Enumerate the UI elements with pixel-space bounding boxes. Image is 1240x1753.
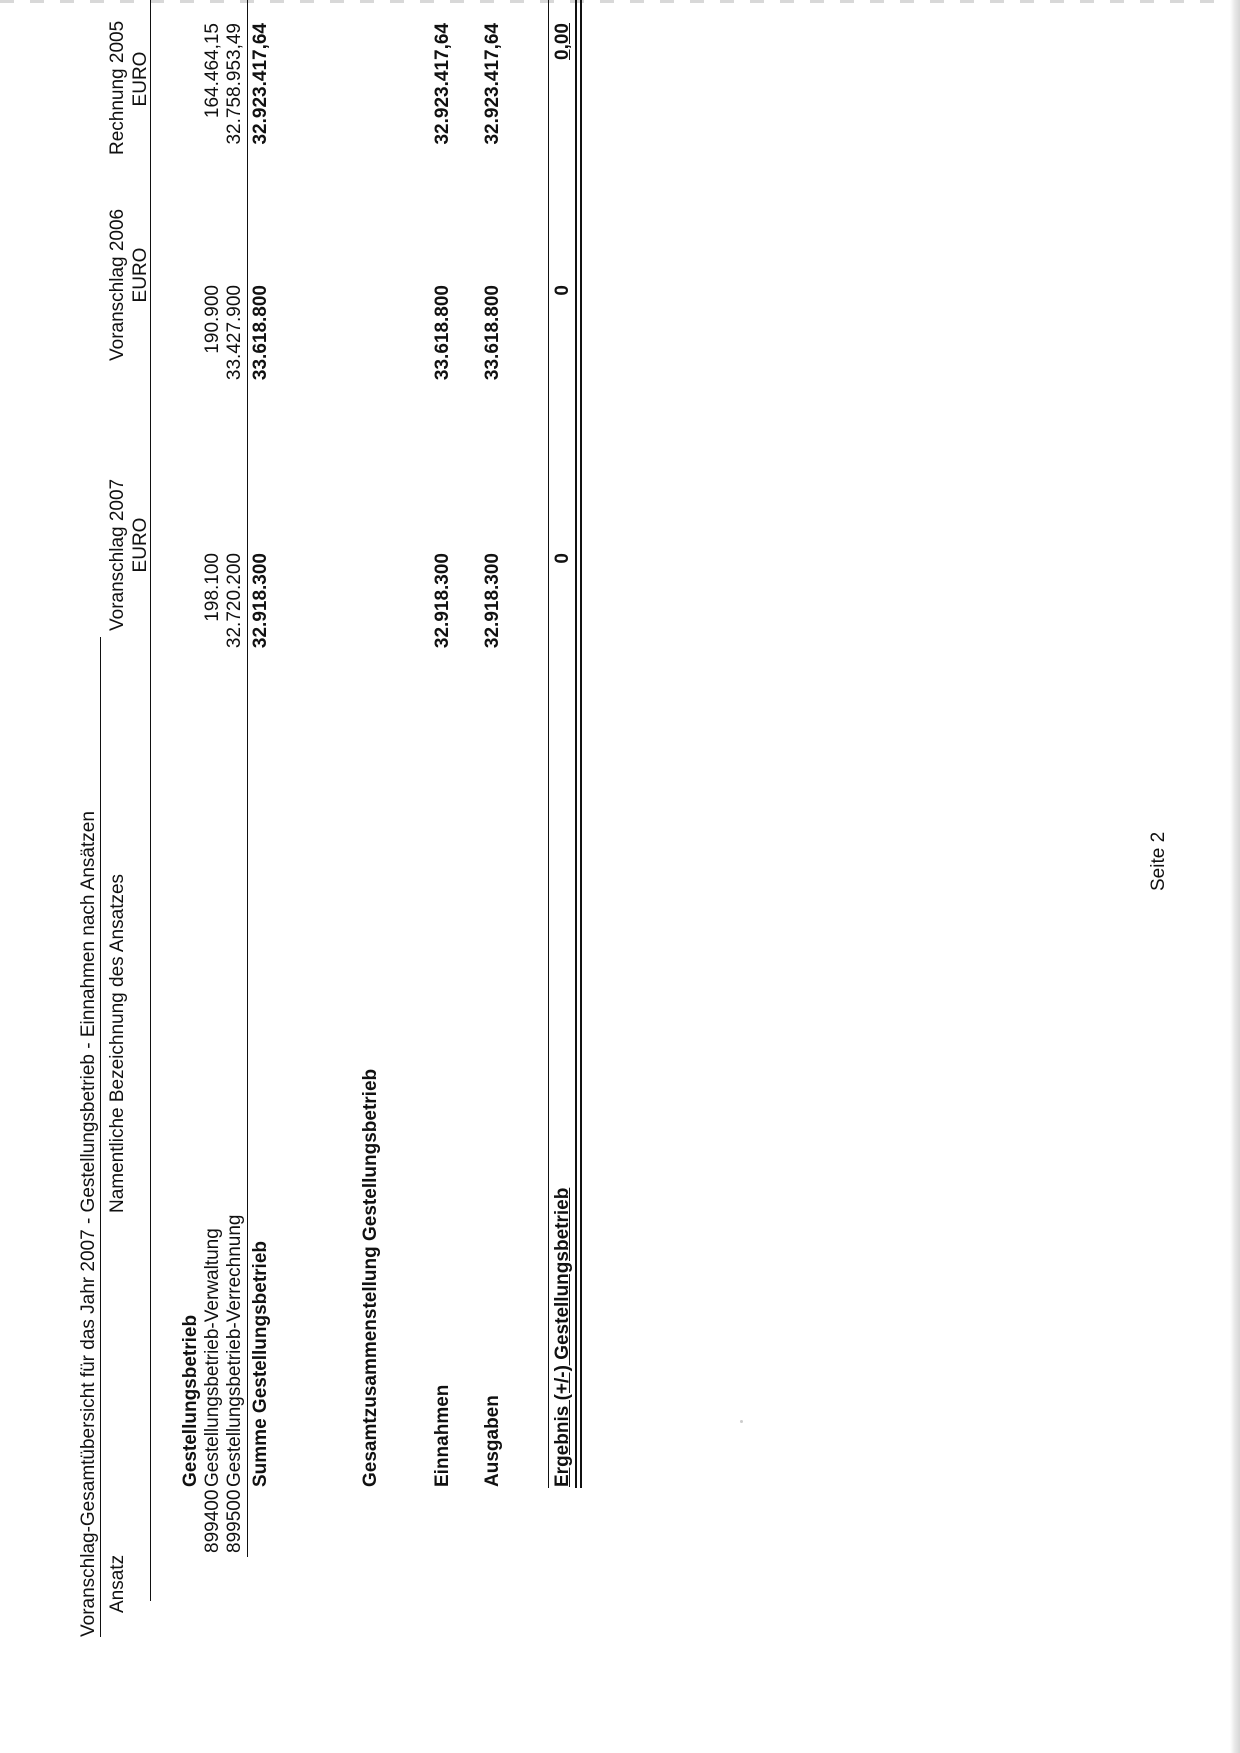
ausgaben-ra2005: 32.923.417,64 (482, 23, 503, 145)
header-va2006-line1: Voranschlag 2006 (107, 208, 128, 361)
header-va2007-line1: Voranschlag 2007 (107, 478, 128, 631)
summary-heading: Gesamtzusammenstellung Gestellungsbetrieb (360, 1068, 381, 1487)
ausgaben-va2006: 33.618.800 (482, 285, 503, 381)
header-ra2005-line2: EURO (130, 51, 151, 107)
header-va2006 (106, 189, 152, 361)
row-va2006: 33.427.900 (224, 285, 245, 381)
row-va2007: 198.100 (202, 553, 223, 622)
header-ra2005 (106, 3, 152, 155)
row-ansatz: 899400 (202, 1489, 223, 1553)
header-va2006-line2: EURO (130, 247, 151, 303)
einnahmen-label: Einnahmen (432, 1384, 453, 1487)
row-name: Gestellungsbetrieb-Verrechnung (224, 1214, 245, 1487)
sum-va2007: 32.918.300 (250, 553, 271, 649)
header-va2007 (106, 459, 152, 631)
einnahmen-va2006: 33.618.800 (432, 285, 453, 381)
row-ra2005: 32.758.953,49 (224, 23, 245, 145)
header-va2007-line2: EURO (130, 517, 151, 573)
header-ansatz: Ansatz (107, 1554, 128, 1613)
title-underline (100, 637, 101, 1637)
section-heading: Gestellungsbetrieb (180, 1314, 201, 1487)
ergebnis-va2007: 0 (552, 553, 573, 564)
row-va2007: 32.720.200 (224, 553, 245, 649)
document-title: Voranschlag-Gesamtübersicht für das Jahr 2007 - Gestellungsbetrieb - Einnahmen nach Ansätzen (78, 811, 99, 1637)
header-rule (150, 0, 151, 1601)
row-ra2005: 164.464,15 (202, 23, 223, 119)
sum-va2006: 33.618.800 (250, 285, 271, 381)
header-bezeichnung: Namentliche Bezeichnung des Ansatzes (107, 873, 128, 1213)
ergebnis-label: Ergebnis (+/-) Gestellungsbetrieb (552, 1187, 573, 1487)
row-va2006: 190.900 (202, 285, 223, 354)
header-ra2005-line1: Rechnung 2005 (107, 20, 128, 155)
ergebnis-top-rule (548, 0, 549, 1488)
einnahmen-ra2005: 32.923.417,64 (432, 23, 453, 145)
ergebnis-double-rule (575, 0, 582, 1488)
ausgaben-label: Ausgaben (482, 1395, 503, 1487)
row-name: Gestellungsbetrieb-Verwaltung (202, 1228, 223, 1487)
ergebnis-va2006: 0 (552, 285, 573, 296)
row-ansatz: 899500 (224, 1489, 245, 1553)
sum-ra2005: 32.923.417,64 (250, 23, 271, 145)
ergebnis-ra2005: 0,00 (552, 23, 573, 60)
einnahmen-va2007: 32.918.300 (432, 553, 453, 649)
ausgaben-va2007: 32.918.300 (482, 553, 503, 649)
sum-label: Summe Gestellungsbetrieb (250, 1240, 271, 1487)
sum-rule (247, 0, 248, 1557)
page-number: Seite 2 (1148, 831, 1169, 891)
